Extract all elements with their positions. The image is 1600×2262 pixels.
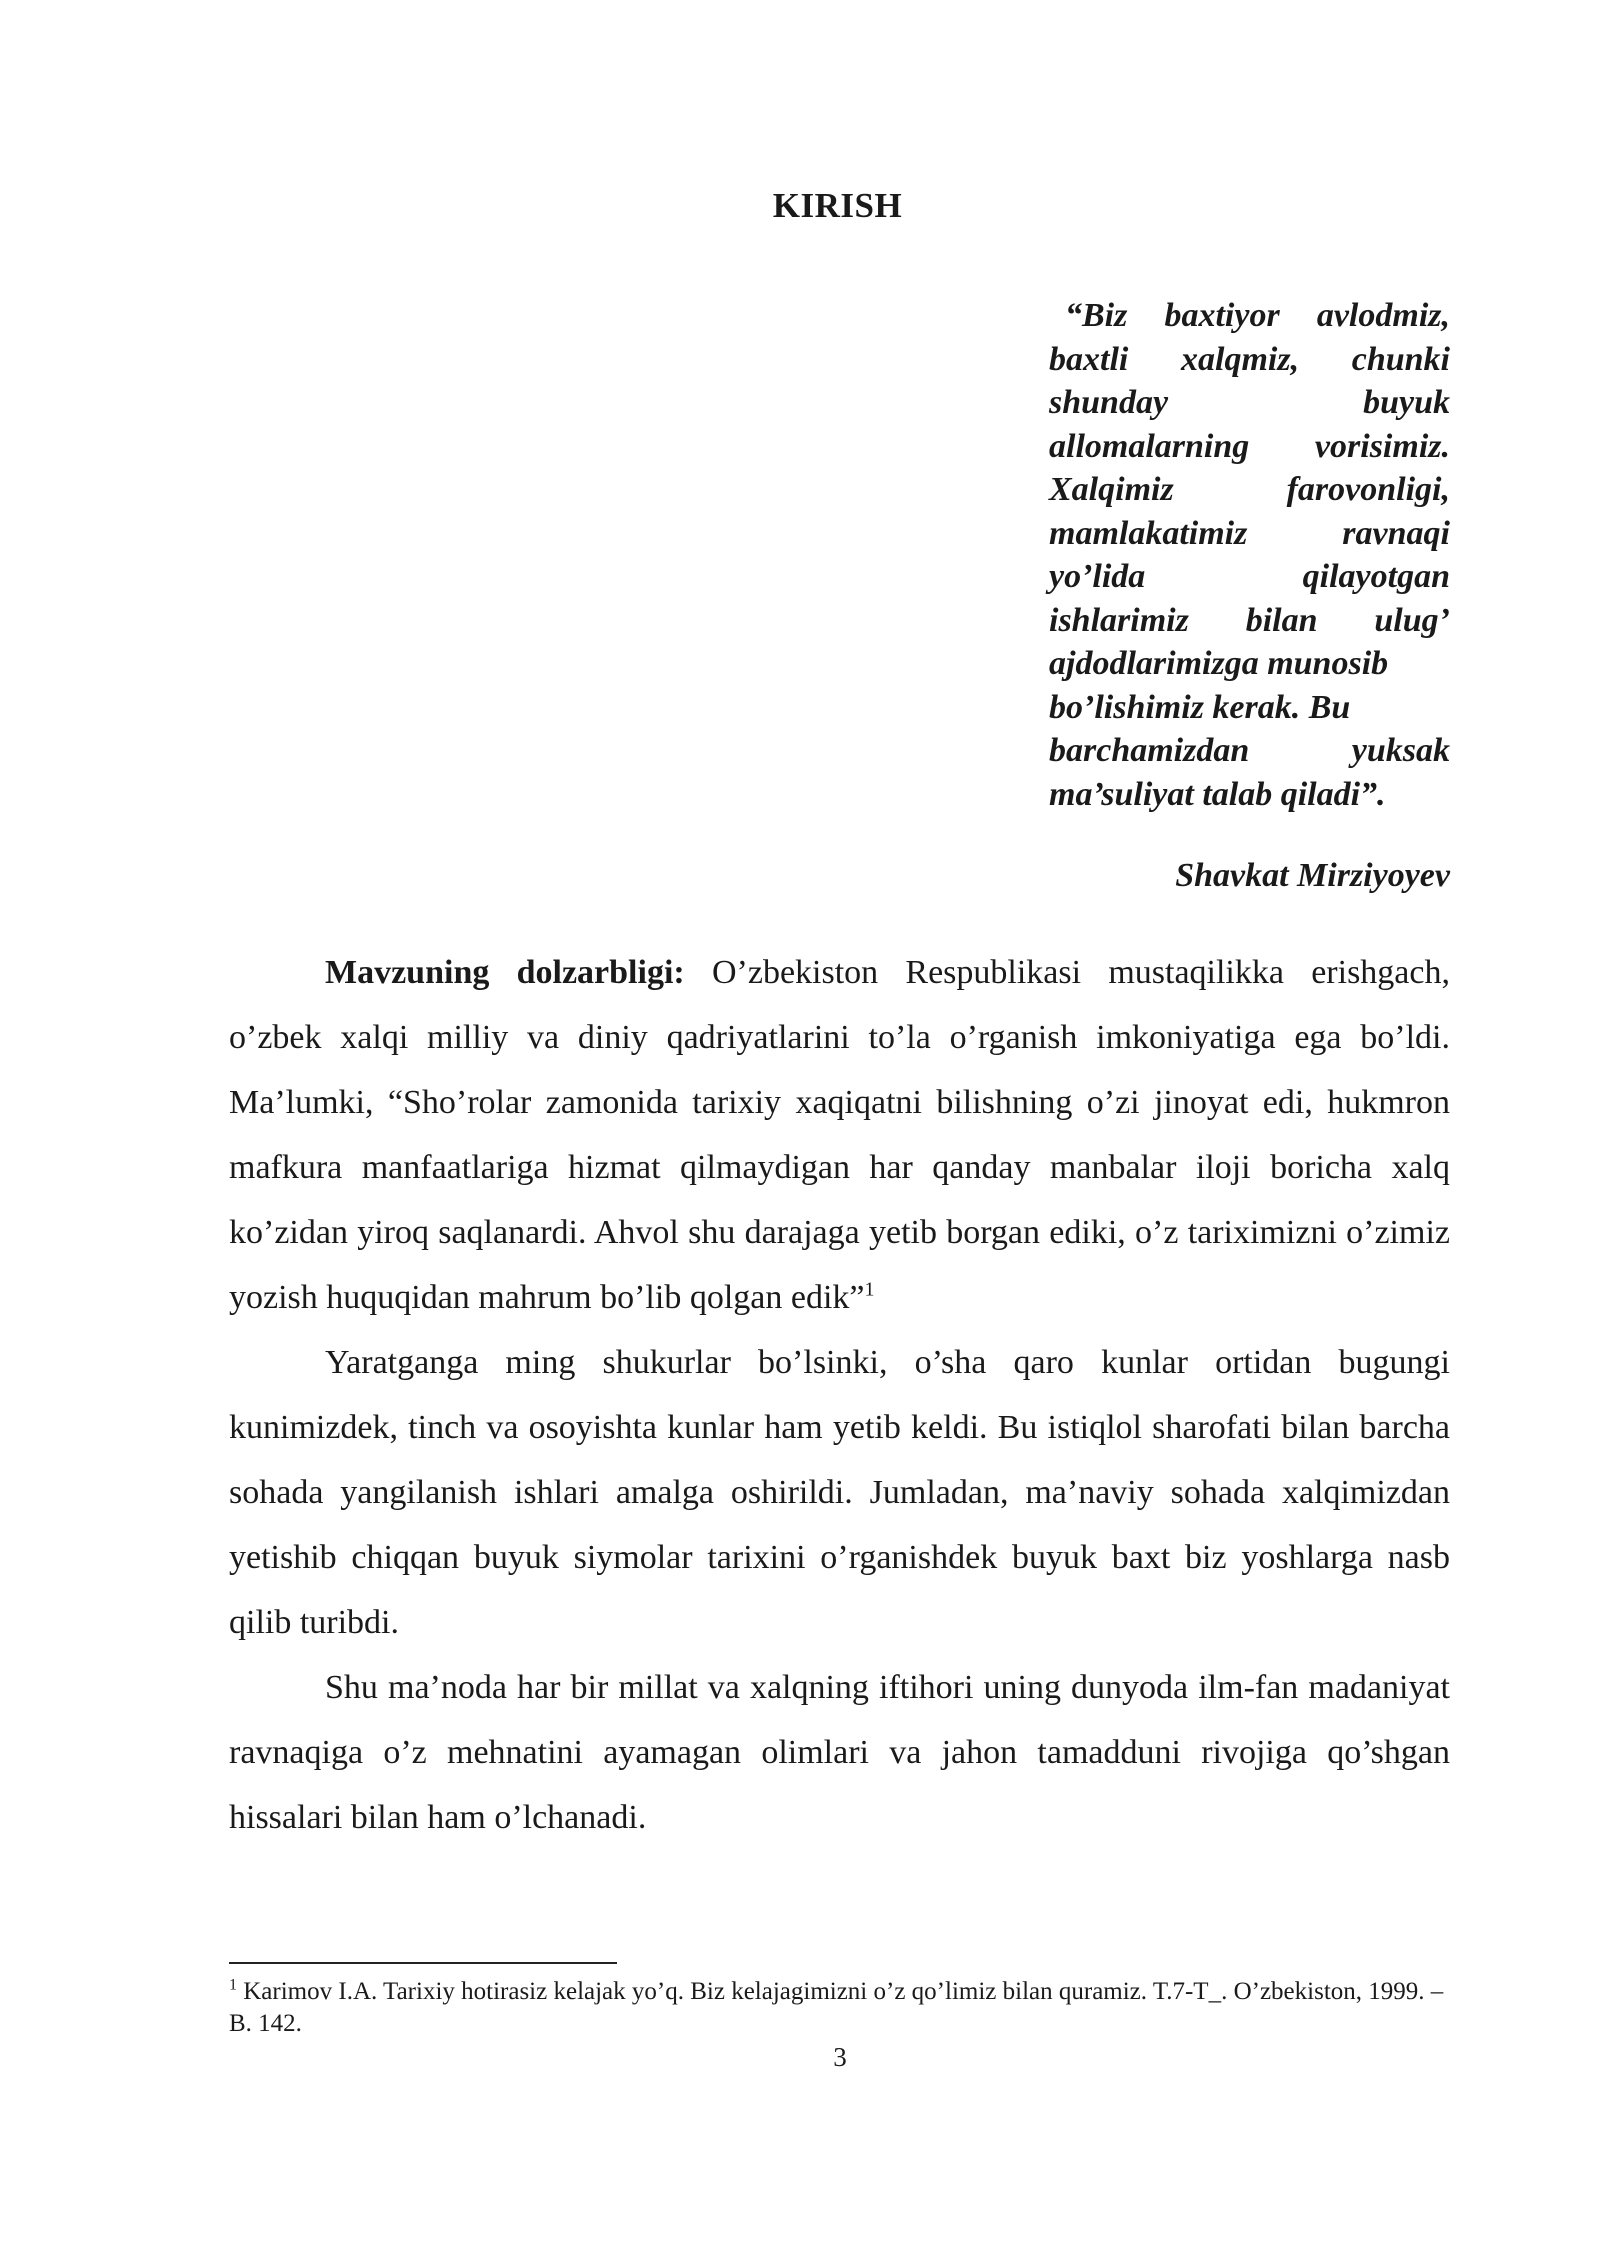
page-number: 3 <box>833 2042 847 2072</box>
epigraph-line: shunday buyuk <box>1049 384 1450 421</box>
epigraph-line: ajdodlarimizga munosib <box>1049 645 1389 682</box>
epigraph-line: baxtli xalqmiz, chunki <box>1049 340 1450 378</box>
paragraph: Shu ma’noda har bir millat va xalqning iftihori uning dunyoda ilm-fan madaniyat ravnaqiga o’z mehnatini ayamagan olimlari va jahon tamadduni rivojiga qo’shgan hissalari bilan ham o’lchanadi. <box>229 1669 1450 1836</box>
paragraph-text: O’zbekiston Respublikasi mustaqilikka erishgach, o’zbek xalqi milliy va diniy qadriyatlarini to’la o’rganish imkoniyatiga ega bo’ldi. Ma’lumki, “Sho’rolar zamonida tarixiy xaqiqatni bilishning o’zi jinoyat edi, hukmron mafkura manfaatlariga hizmat qilmaydigan har qanday manbalar iloji boricha xalq ko’zidan yiroq saqlanardi. Ahvol shu darajaga yetib borgan ediki, o’z tariximizni o’zimiz yozish huquqidan mahrum bo’lib qolgan edik” <box>229 954 1450 1316</box>
paragraph <box>229 940 1450 1330</box>
epigraph-line: allomalarning vorisimiz. <box>1049 427 1450 465</box>
epigraph-line: ishlarimiz bilan ulug’ <box>1049 601 1450 639</box>
footnote-marker: 1 <box>229 1976 237 1994</box>
epigraph-line: yo’lida qilayotgan <box>1049 558 1450 595</box>
footnote-separator <box>229 1962 617 1964</box>
section-label: Mavzuning dolzarbligi: <box>325 954 685 991</box>
epigraph-line: mamlakatimiz ravnaqi <box>1049 514 1450 552</box>
epigraph-line: ma’suliyat talab qiladi”. <box>1049 775 1386 813</box>
epigraph-line: bo’lishimiz kerak. Bu <box>1049 688 1351 726</box>
paragraph: Yaratganga ming shukurlar bo’lsinki, o’sha qaro kunlar ortidan bugungi kunimizdek, tinch va osoyishta kunlar ham yetib keldi. Bu istiqlol sharofati bilan barcha sohada yangilanish ishlari amalga oshirildi. Jumladan, ma’naviy sohada xalqimizdan yetishib chiqqan buyuk siymolar tarixini o’rganishdek buyuk baxt biz yoshlarga nasb qilib turibdi. <box>229 1344 1450 1641</box>
body-text <box>229 940 1450 1850</box>
footnote-reference: 1 <box>864 1278 875 1301</box>
epigraph-quote <box>1049 294 1450 816</box>
footnote <box>229 1976 1450 2040</box>
page-title: KIRISH <box>772 186 903 225</box>
epigraph-line: “Biz baxtiyor avlodmiz, <box>1065 297 1450 334</box>
epigraph-line: barchamizdan yuksak <box>1049 732 1450 769</box>
footnote-text: Karimov I.A. Tarixiy hotirasiz kelajak yo’q. Biz kelajagimizni o’z qo’limiz bilan quramiz. T.7-T_. O’zbekiston, 1999. –B. 142. <box>229 1978 1444 2037</box>
epigraph-author: Shavkat Mirziyoyev <box>1175 857 1450 894</box>
epigraph-line: Xalqimiz farovonligi, <box>1049 471 1450 508</box>
